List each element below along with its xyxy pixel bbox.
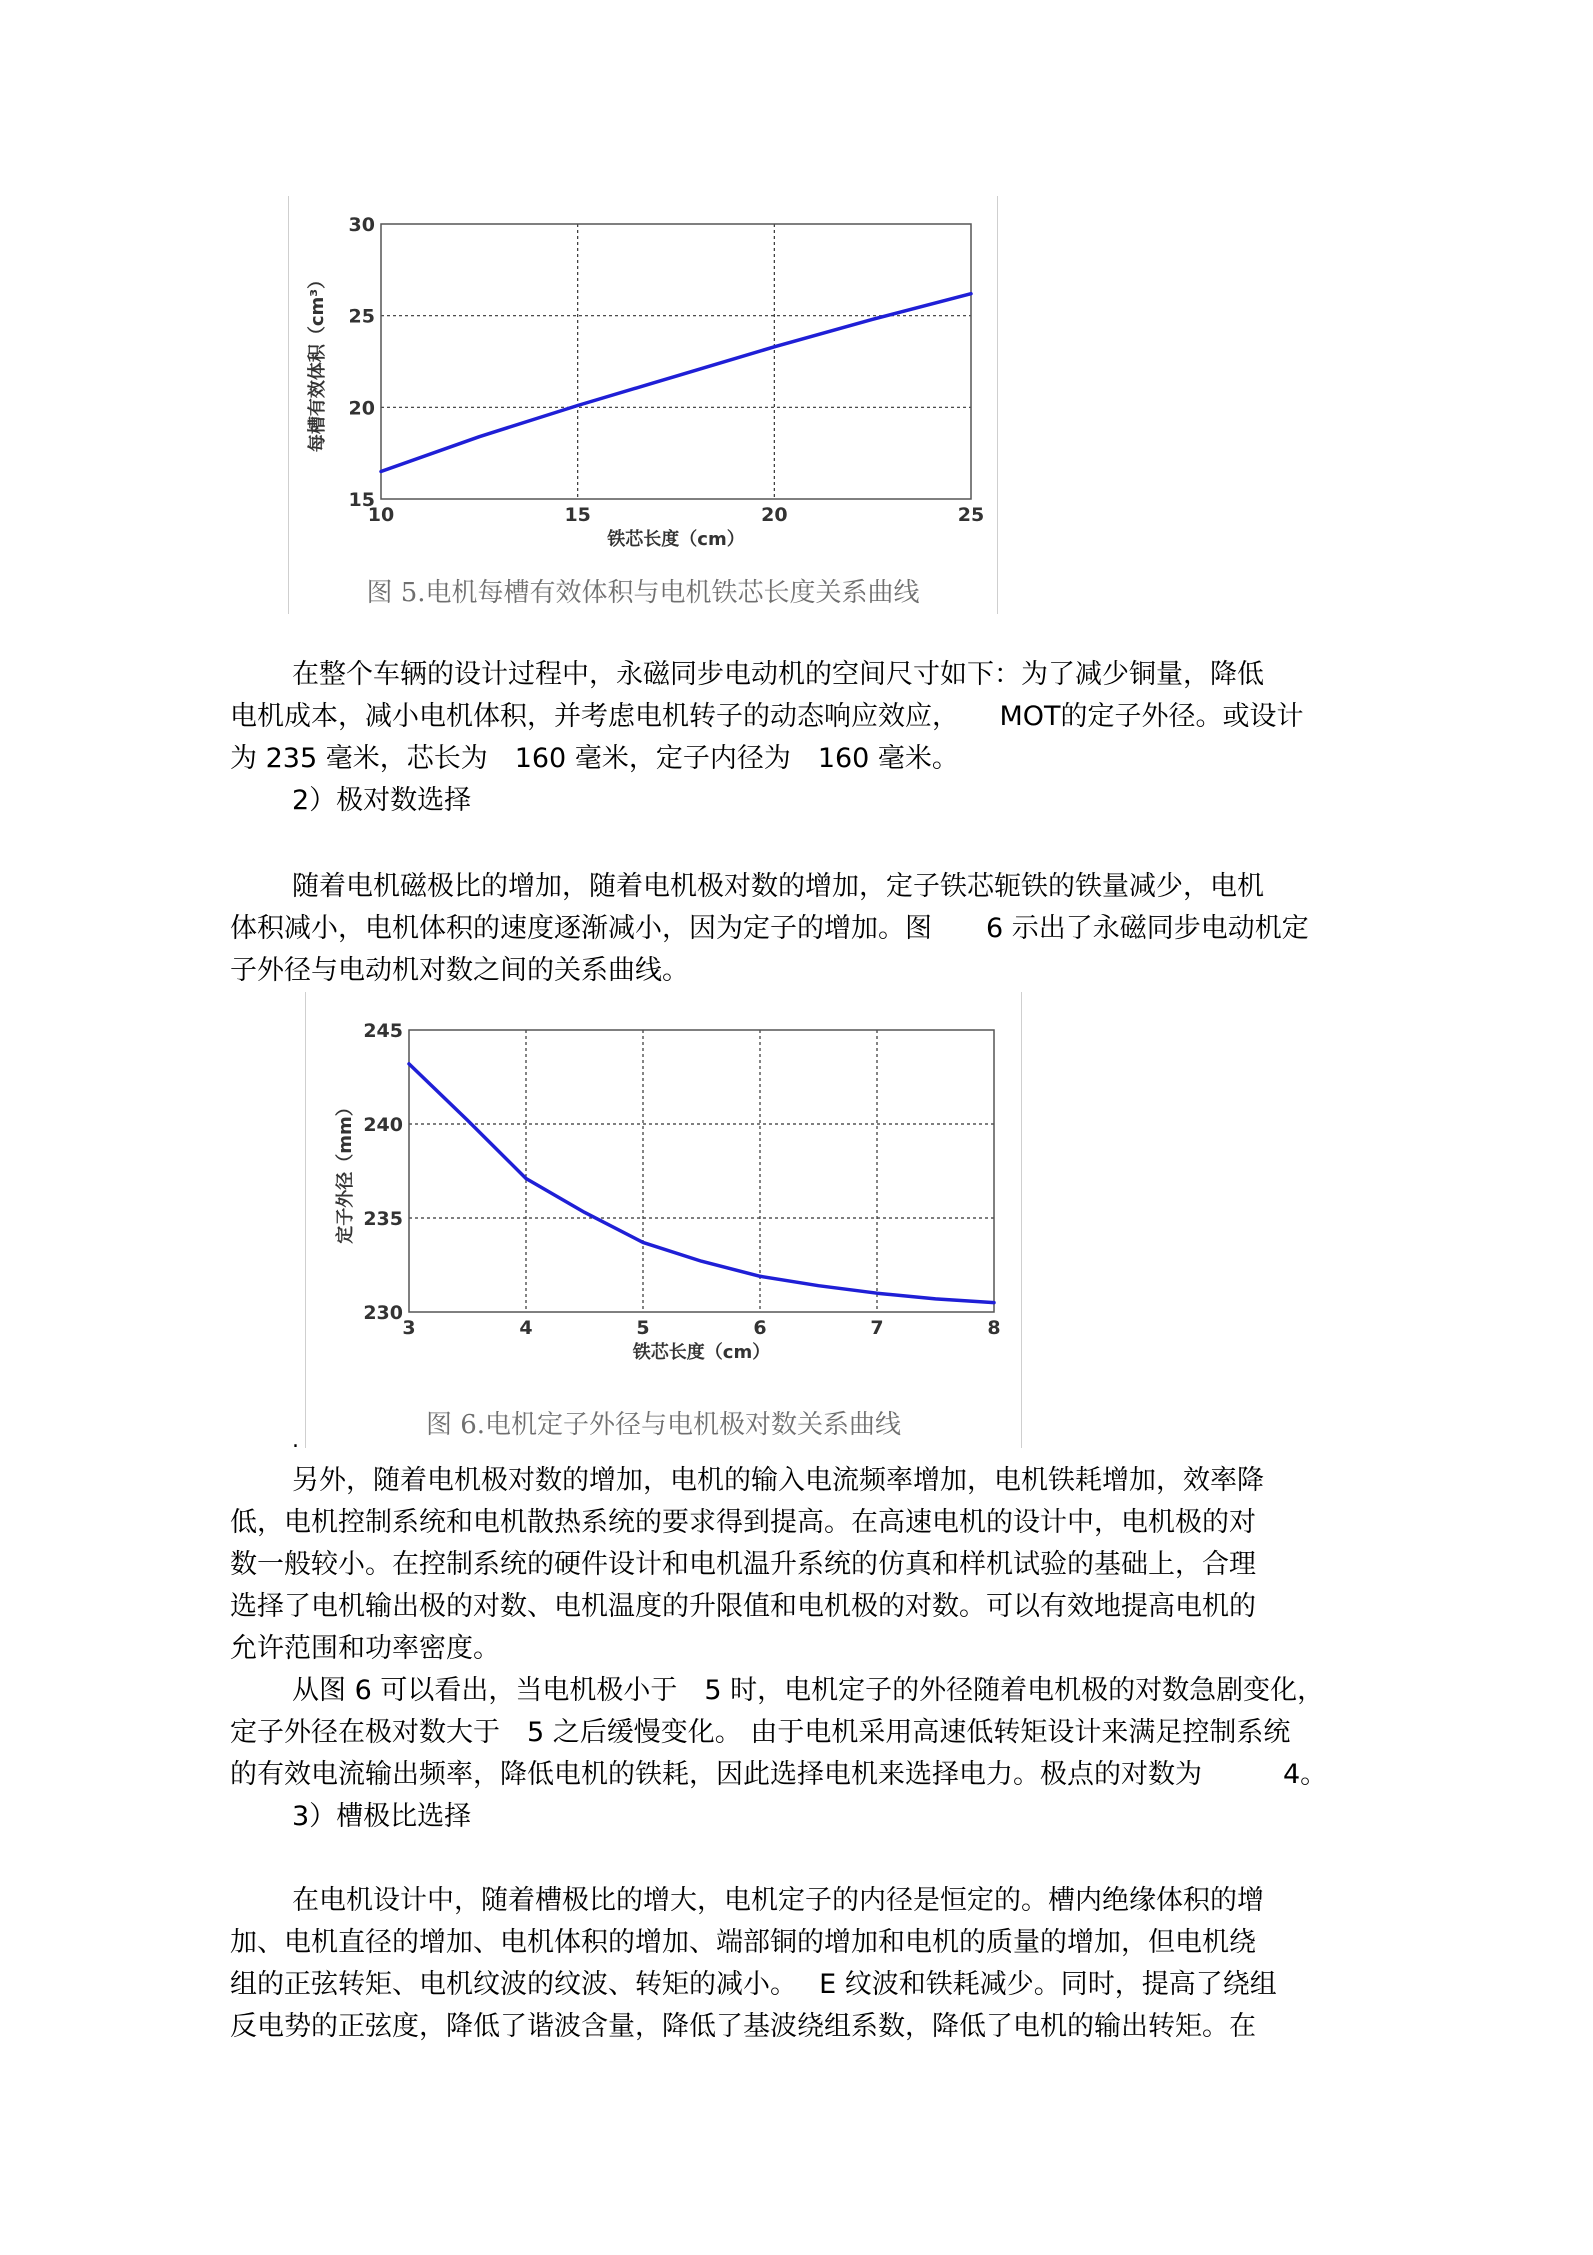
paragraph-line: 体积减小，电机体积的速度逐渐减小，因为定子的增加。图 6 示出了永磁同步电动机定 (230, 913, 1309, 944)
x-tick-label: 15 (564, 504, 591, 526)
paragraph-line: 组的正弦转矩、电机纹波的纹波、转矩的减小。 E 纹波和铁耗减少。同时，提高了绕组 (230, 1969, 1277, 2000)
paragraph-line: 低，电机控制系统和电机散热系统的要求得到提高。在高速电机的设计中，电机极的对 (230, 1507, 1256, 1538)
heading-text: 2）极对数选择 (292, 785, 472, 816)
paragraph-4 (230, 1670, 1430, 1796)
y-axis-label: 定子外径（mm） (335, 1098, 356, 1244)
figure-5-chart (289, 196, 997, 571)
paragraph-line: 为 235 毫米，芯长为 160 毫米，定子内径为 160 毫米。 (230, 743, 959, 774)
heading-text: 3）槽极比选择 (292, 1801, 472, 1832)
figure-5 (288, 196, 998, 614)
x-tick-label: 25 (957, 504, 985, 526)
x-tick-label: 20 (761, 504, 788, 526)
figure-6 (305, 992, 1022, 1448)
x-tick-label: 10 (367, 504, 395, 526)
plot-frame (409, 1030, 994, 1312)
paragraph-line: 加、电机直径的增加、电机体积的增加、端部铜的增加和电机的质量的增加，但电机绕 (230, 1927, 1256, 1958)
paragraph-line: 反电势的正弦度，降低了谐波含量，降低了基波绕组系数，降低了电机的输出转矩。在 (230, 2011, 1256, 2042)
y-tick-label: 240 (363, 1114, 403, 1136)
figure-6-chart (306, 992, 1021, 1382)
y-tick-label: 230 (363, 1302, 403, 1324)
paragraph-2 (230, 866, 1430, 992)
y-tick-label: 245 (363, 1020, 403, 1042)
y-tick-label: 15 (348, 489, 375, 511)
y-tick-label: 235 (363, 1208, 403, 1230)
paragraph-line: 允许范围和功率密度。 (230, 1633, 500, 1664)
paragraph-line: 从图 6 可以看出，当电机极小于 5 时，电机定子的外径随着电机极的对数急剧变化， (292, 1675, 1325, 1706)
paragraph-line: 数一般较小。在控制系统的硬件设计和电机温升系统的仿真和样机试验的基础上，合理 (230, 1549, 1256, 1580)
paragraph-line: 在整个车辆的设计过程中，永磁同步电动机的空间尺寸如下：为了减少铜量，降低 (292, 659, 1264, 690)
section-heading-2 (230, 780, 1430, 822)
stray-mark: . (292, 1428, 299, 1453)
paragraph-3 (230, 1460, 1430, 1670)
y-tick-label: 20 (348, 397, 375, 420)
paragraph-5 (230, 1880, 1430, 2048)
paragraph-line: 随着电机磁极比的增加，随着电机极对数的增加，定子铁芯轭铁的铁量减少，电机 (292, 871, 1264, 902)
paragraph-line: 电机成本，减小电机体积，并考虑电机转子的动态响应效应， MOT的定子外径。或设计 (230, 701, 1304, 732)
y-axis-label: 每槽有效体积（cm³） (307, 270, 328, 453)
y-tick-label: 25 (348, 305, 375, 328)
paragraph-line: 另外，随着电机极对数的增加，电机的输入电流频率增加，电机铁耗增加，效率降 (292, 1465, 1264, 1496)
y-tick-label: 30 (348, 214, 375, 236)
paragraph-1 (230, 654, 1430, 780)
series-line (409, 1064, 994, 1303)
x-tick-label: 8 (987, 1317, 1001, 1339)
section-heading-3 (230, 1796, 1430, 1838)
paragraph-line: 在电机设计中，随着槽极比的增大，电机定子的内径是恒定的。槽内绝缘体积的增 (292, 1885, 1264, 1916)
figure-5-caption: 图 5.电机每槽有效体积与电机铁芯长度关系曲线 (366, 578, 920, 608)
x-axis-label: 铁芯长度（cm） (632, 1342, 771, 1363)
paragraph-line: 定子外径在极对数大于 5 之后缓慢变化。 由于电机采用高速低转矩设计来满足控制系统 (230, 1717, 1291, 1748)
series-line (381, 294, 971, 472)
x-tick-label: 3 (402, 1317, 416, 1339)
paragraph-line: 子外径与电动机对数之间的关系曲线。 (230, 955, 689, 986)
figure-6-caption: 图 6.电机定子外径与电机极对数关系曲线 (425, 1410, 902, 1440)
x-tick-label: 4 (519, 1317, 533, 1339)
x-tick-label: 7 (870, 1317, 884, 1339)
paragraph-line: 选择了电机输出极的对数、电机温度的升限值和电机极的对数。可以有效地提高电机的 (230, 1591, 1256, 1622)
x-axis-label: 铁芯长度（cm） (607, 529, 745, 550)
x-tick-label: 5 (636, 1317, 650, 1339)
paragraph-line: 的有效电流输出频率，降低电机的铁耗，因此选择电机来选择电力。极点的对数为 4。 (230, 1759, 1328, 1790)
plot-frame (381, 224, 971, 499)
x-tick-label: 6 (753, 1317, 767, 1339)
